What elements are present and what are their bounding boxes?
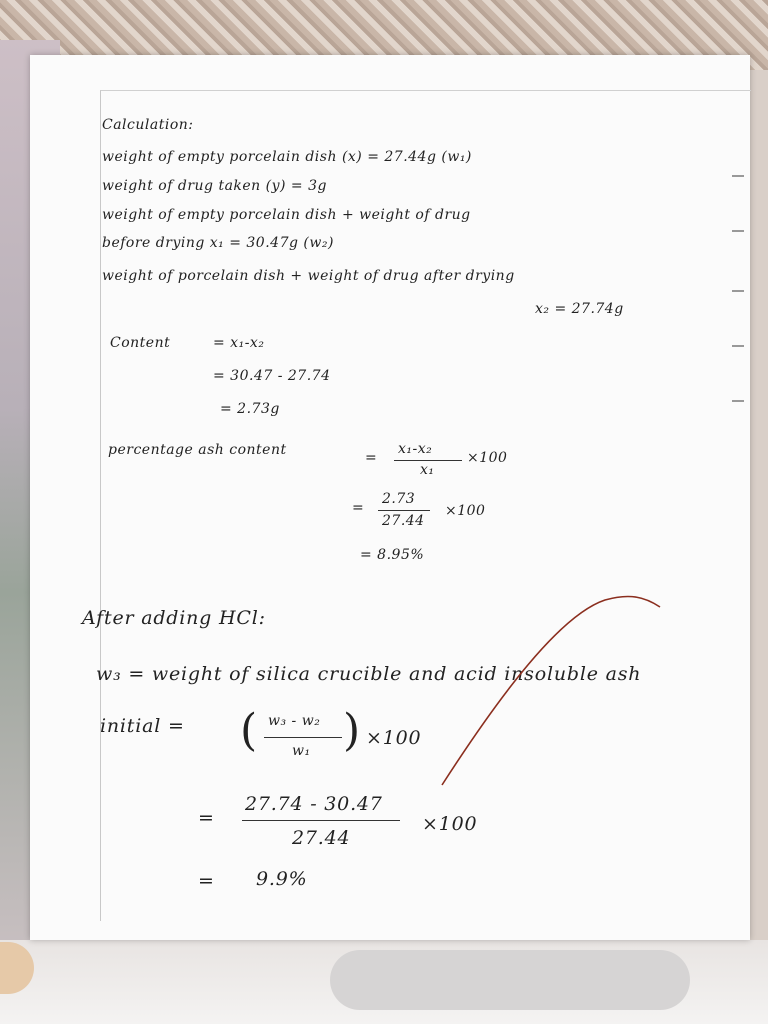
content-eq-2: = 30.47 - 27.74	[213, 368, 331, 384]
content-label: Content	[110, 335, 171, 351]
percent-eq: =	[365, 450, 378, 466]
percent-label: percentage ash content	[108, 442, 287, 458]
initial-label: initial =	[100, 715, 185, 737]
calc-eq: =	[198, 807, 215, 829]
line-4: before drying x₁ = 30.47g (w₂)	[102, 235, 334, 251]
initial-multiplier: ×100	[366, 727, 422, 749]
line-2: weight of drug taken (y) = 3g	[102, 178, 327, 194]
teacher-check-mark	[30, 55, 750, 940]
initial-denominator: w₁	[292, 743, 311, 759]
calc-numerator: 27.74 - 30.47	[245, 793, 383, 815]
final-eq: =	[198, 870, 215, 892]
final-value: 9.9%	[256, 868, 308, 890]
initial-numerator: w₃ - w₂	[268, 713, 321, 729]
content-eq-3: = 2.73g	[220, 401, 280, 417]
step2-multiplier: ×100	[445, 503, 486, 519]
right-paren: )	[343, 705, 361, 756]
heading: Calculation:	[102, 117, 194, 133]
step2-numerator: 2.73	[382, 491, 416, 507]
line-3: weight of empty porcelain dish + weight of drug	[102, 207, 471, 223]
line-6: x₂ = 27.74g	[535, 301, 624, 317]
percent-numerator: x₁-x₂	[398, 441, 433, 457]
percent-multiplier: ×100	[467, 450, 508, 466]
content-eq-1: = x₁-x₂	[213, 335, 265, 351]
shadow	[330, 950, 690, 1010]
w3-definition: w₃ = weight of silica crucible and acid insoluble ash	[96, 663, 642, 685]
result-1: = 8.95%	[360, 547, 425, 563]
after-heading: After adding HCl:	[82, 607, 266, 629]
notebook-page	[30, 55, 750, 940]
line-1: weight of empty porcelain dish (x) = 27.44g (w₁)	[102, 149, 472, 165]
step2-denominator: 27.44	[382, 513, 425, 529]
left-paren: (	[240, 705, 258, 756]
line-5: weight of porcelain dish + weight of drug after drying	[102, 268, 515, 284]
calc-denominator: 27.44	[292, 827, 351, 849]
percent-denominator: x₁	[420, 462, 435, 478]
step2-eq: =	[352, 500, 365, 516]
calc-multiplier: ×100	[422, 813, 478, 835]
